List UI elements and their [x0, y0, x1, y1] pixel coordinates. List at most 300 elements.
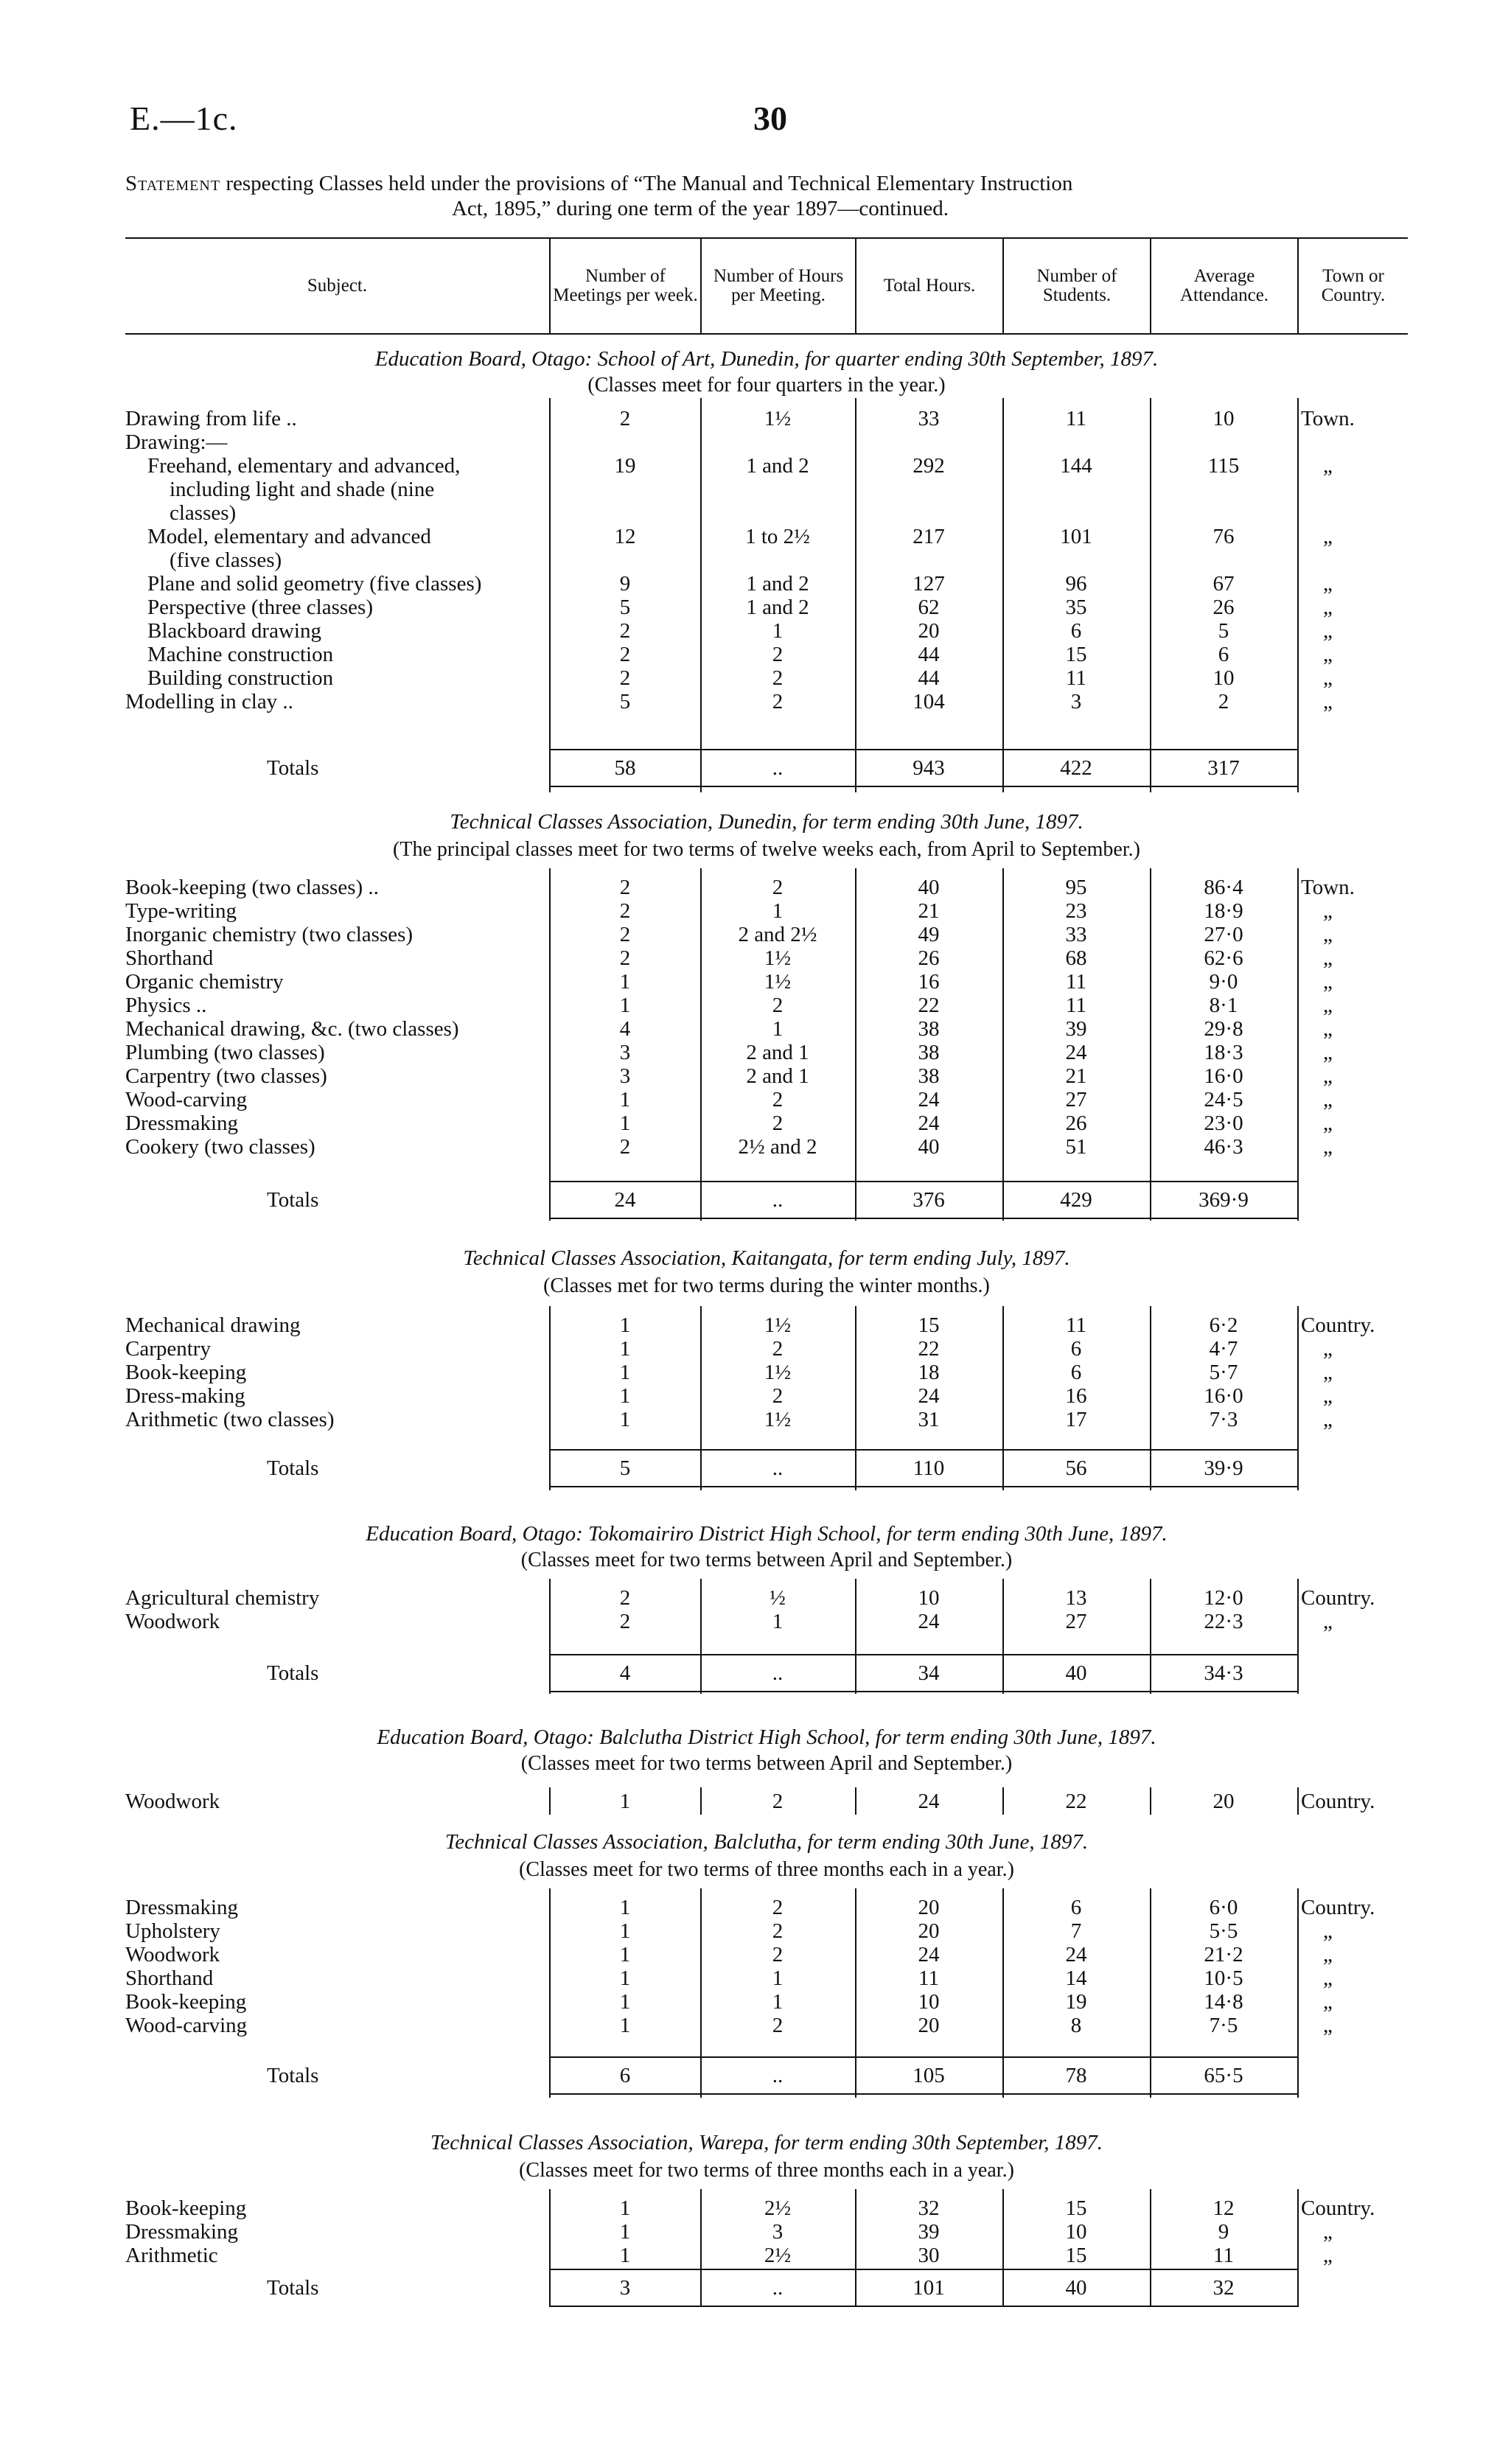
- attendance-cell: 18·3: [1204, 1041, 1243, 1064]
- col-subject: Subject.: [307, 276, 368, 296]
- hours-cell: 1: [772, 899, 784, 923]
- table-row: [0, 643, 1497, 666]
- total-hours-cell: 62: [918, 596, 940, 619]
- attendance-cell: 10: [1212, 666, 1235, 690]
- students-cell: 11: [1066, 994, 1086, 1017]
- attendance-cell: 67: [1212, 572, 1235, 596]
- totals-rule: [549, 1181, 1297, 1182]
- section-title: Education Board, Otago: Tokomairiro District High School, for term ending 30th June, 1897.: [366, 1522, 1168, 1546]
- meetings-cell: 9: [619, 572, 631, 596]
- meetings-cell: 12: [614, 525, 636, 548]
- meetings-cell: 2: [619, 1610, 631, 1633]
- table-row: [0, 1041, 1497, 1064]
- students-cell: 24: [1065, 1041, 1087, 1064]
- attendance-cell: 10: [1212, 407, 1235, 430]
- meetings-cell: 1: [619, 1408, 631, 1431]
- table-row: [0, 501, 1497, 525]
- total-hours-cell: 38: [918, 1017, 940, 1041]
- col-attendance: Average Attendance.: [1179, 266, 1269, 305]
- table-row: [0, 572, 1497, 596]
- title-lead-word: Statement: [125, 172, 221, 195]
- table-row: [0, 1064, 1497, 1088]
- students-cell: 6: [1070, 1896, 1082, 1919]
- meetings-total: 58: [614, 756, 636, 780]
- totals-bottom-rule: [549, 2306, 1297, 2307]
- total-hours-cell: 44: [918, 643, 940, 666]
- totals-bottom-rule: [549, 1486, 1297, 1487]
- total-hours-cell: 26: [918, 946, 940, 970]
- subject-cell: including light and shade (nine: [170, 478, 435, 501]
- attendance-cell: 115: [1207, 454, 1240, 478]
- table-row: [0, 994, 1497, 1017]
- students-cell: 11: [1066, 666, 1086, 690]
- attendance-cell: 86·4: [1204, 876, 1243, 899]
- table-row: [0, 899, 1497, 923]
- section-title: Technical Classes Association, Dunedin, for term ending 30th June, 1897.: [450, 810, 1084, 834]
- students-cell: 96: [1065, 572, 1087, 596]
- subject-cell: Wood-carving: [125, 1088, 248, 1111]
- totals-bottom-rule: [549, 1218, 1297, 1219]
- hours-cell: 2: [772, 1384, 784, 1408]
- subject-cell: Dressmaking: [125, 2220, 239, 2244]
- table-row: [0, 548, 1497, 572]
- students-cell: 6: [1070, 1337, 1082, 1361]
- students-cell: 17: [1065, 1408, 1087, 1431]
- subject-cell: Mechanical drawing: [125, 1313, 301, 1337]
- totals-label: Totals: [267, 1456, 319, 1480]
- section-title: Technical Classes Association, Balclutha, for term ending 30th June, 1897.: [444, 1830, 1089, 1854]
- students-total: 422: [1060, 756, 1092, 780]
- subject-cell: Woodwork: [125, 1790, 220, 1813]
- table-row: [0, 2196, 1497, 2220]
- total-hours-total: 105: [912, 2064, 945, 2087]
- meetings-cell: 1: [619, 1943, 631, 1966]
- table-row: [0, 525, 1497, 548]
- attendance-total: 65·5: [1204, 2064, 1243, 2087]
- table-row: [0, 1943, 1497, 1966]
- attendance-cell: 18·9: [1204, 899, 1243, 923]
- meetings-cell: 1: [619, 1313, 631, 1337]
- table-row: [0, 454, 1497, 478]
- hours-cell: ½: [770, 1586, 786, 1610]
- students-cell: 7: [1070, 1919, 1082, 1943]
- attendance-cell: 20: [1212, 1790, 1235, 1813]
- town-country-cell: „: [1323, 643, 1333, 666]
- page-reference: E.—1c.: [130, 100, 238, 137]
- total-hours-cell: 24: [918, 1943, 940, 1966]
- subject-cell: Shorthand: [125, 946, 214, 970]
- totals-label: Totals: [267, 2276, 319, 2300]
- total-hours-cell: 292: [912, 454, 945, 478]
- town-country-cell: „: [1323, 1064, 1333, 1088]
- attendance-cell: 46·3: [1204, 1135, 1243, 1159]
- meetings-cell: 1: [619, 1966, 631, 1990]
- subject-cell: Drawing from life ..: [125, 407, 297, 430]
- table-row: [0, 1135, 1497, 1159]
- section-title: Technical Classes Association, Warepa, for term ending 30th September, 1897.: [430, 2131, 1103, 2154]
- town-country-cell: „: [1323, 1919, 1333, 1943]
- meetings-cell: 2: [619, 1586, 631, 1610]
- attendance-cell: 6·2: [1209, 1313, 1238, 1337]
- town-country-cell: „: [1323, 1966, 1333, 1990]
- town-country-cell: „: [1323, 525, 1333, 548]
- town-country-cell: „: [1323, 1111, 1333, 1135]
- subject-cell: Type-writing: [125, 899, 237, 923]
- section-subtitle: (The principal classes meet for two terms of twelve weeks each, from April to September.): [393, 838, 1140, 861]
- town-country-cell: „: [1323, 454, 1333, 478]
- total-hours-cell: 22: [918, 994, 940, 1017]
- students-cell: 35: [1065, 596, 1087, 619]
- students-cell: 13: [1065, 1586, 1087, 1610]
- students-cell: 39: [1065, 1017, 1087, 1041]
- hours-cell: 1: [772, 619, 784, 643]
- students-cell: 27: [1065, 1610, 1087, 1633]
- table-row: [0, 946, 1497, 970]
- students-cell: 10: [1065, 2220, 1087, 2244]
- table-row: [0, 1337, 1497, 1361]
- total-hours-cell: 104: [912, 690, 945, 713]
- hours-cell: 2½: [764, 2244, 792, 2267]
- attendance-total: 34·3: [1204, 1661, 1243, 1685]
- subject-cell: Organic chemistry: [125, 970, 284, 994]
- hours-cell: 2: [772, 1790, 784, 1813]
- subject-cell: Perspective (three classes): [147, 596, 373, 619]
- table-row: [0, 970, 1497, 994]
- total-hours-cell: 24: [918, 1111, 940, 1135]
- hours-total: ..: [772, 2064, 784, 2087]
- section-title: Education Board, Otago: School of Art, Dunedin, for quarter ending 30th September, 1897.: [374, 347, 1159, 371]
- attendance-cell: 22·3: [1204, 1610, 1243, 1633]
- hours-cell: 2: [772, 1896, 784, 1919]
- totals-rule: [549, 1449, 1297, 1451]
- table-row: [0, 1610, 1497, 1633]
- meetings-cell: 1: [619, 1111, 631, 1135]
- meetings-cell: 1: [619, 1896, 631, 1919]
- hours-cell: 2 and 2½: [738, 923, 817, 946]
- totals-label: Totals: [267, 1188, 319, 1212]
- table-row: [0, 1384, 1497, 1408]
- students-total: 56: [1065, 1456, 1087, 1480]
- table-header: [125, 237, 1408, 335]
- meetings-cell: 2: [619, 1135, 631, 1159]
- totals-rule: [549, 2269, 1297, 2270]
- totals-row: [0, 1661, 1497, 1688]
- hours-cell: 3: [772, 2220, 784, 2244]
- section-title: Education Board, Otago: Balclutha District High School, for term ending 30th June, 1897.: [377, 1725, 1156, 1749]
- hours-total: ..: [772, 2276, 784, 2300]
- total-hours-cell: 24: [918, 1088, 940, 1111]
- subject-cell: Arithmetic (two classes): [125, 1408, 335, 1431]
- table-row: [0, 1361, 1497, 1384]
- students-cell: 22: [1065, 1790, 1087, 1813]
- totals-bottom-rule: [549, 786, 1297, 787]
- total-hours-total: 943: [912, 756, 945, 780]
- section-subtitle: (Classes meet for two terms of three months each in a year.): [519, 1858, 1014, 1881]
- town-country-cell: „: [1323, 2220, 1333, 2244]
- subject-cell: Arithmetic: [125, 2244, 218, 2267]
- hours-cell: 1 and 2: [746, 454, 809, 478]
- attendance-cell: 76: [1212, 525, 1235, 548]
- meetings-cell: 2: [619, 899, 631, 923]
- students-cell: 11: [1066, 1313, 1086, 1337]
- subject-cell: Machine construction: [147, 643, 334, 666]
- hours-cell: 2: [772, 994, 784, 1017]
- hours-cell: 2½ and 2: [738, 1135, 817, 1159]
- hours-total: ..: [772, 1661, 784, 1685]
- table-row: [0, 1896, 1497, 1919]
- section-subtitle: (Classes met for two terms during the winter months.): [543, 1274, 990, 1297]
- total-hours-cell: 127: [912, 572, 945, 596]
- total-hours-total: 34: [918, 1661, 940, 1685]
- meetings-cell: 2: [619, 643, 631, 666]
- students-cell: 144: [1060, 454, 1092, 478]
- town-country-cell: „: [1323, 1408, 1333, 1431]
- subject-cell: Wood-carving: [125, 2014, 248, 2037]
- totals-label: Totals: [267, 1661, 319, 1685]
- total-hours-cell: 38: [918, 1064, 940, 1088]
- col-total-hours: Total Hours.: [883, 276, 976, 296]
- hours-cell: 1 to 2½: [745, 525, 810, 548]
- attendance-cell: 9·0: [1209, 970, 1238, 994]
- total-hours-cell: 11: [918, 1966, 939, 1990]
- hours-cell: 2: [772, 876, 784, 899]
- town-country-cell: „: [1323, 690, 1333, 713]
- table-row: [0, 2014, 1497, 2037]
- hours-cell: 1½: [764, 407, 792, 430]
- town-country-cell: Town.: [1301, 876, 1355, 899]
- attendance-cell: 5·5: [1209, 1919, 1238, 1943]
- students-cell: 11: [1066, 970, 1086, 994]
- hours-cell: 2: [772, 690, 784, 713]
- table-row: [0, 1408, 1497, 1431]
- town-country-cell: „: [1323, 1041, 1333, 1064]
- totals-row: [0, 1188, 1497, 1215]
- total-hours-cell: 16: [918, 970, 940, 994]
- subject-cell: Plumbing (two classes): [125, 1041, 325, 1064]
- total-hours-cell: 217: [912, 525, 945, 548]
- total-hours-cell: 20: [918, 1919, 940, 1943]
- students-total: 429: [1060, 1188, 1092, 1212]
- table-row: [0, 619, 1497, 643]
- hours-cell: 1½: [764, 1313, 792, 1337]
- subject-cell: classes): [170, 501, 237, 525]
- students-cell: 14: [1065, 1966, 1087, 1990]
- hours-cell: 2: [772, 643, 784, 666]
- subject-cell: Dressmaking: [125, 1896, 239, 1919]
- meetings-cell: 1: [619, 2014, 631, 2037]
- table-row: [0, 1586, 1497, 1610]
- meetings-cell: 2: [619, 946, 631, 970]
- attendance-cell: 16·0: [1204, 1384, 1243, 1408]
- students-cell: 6: [1070, 619, 1082, 643]
- town-country-cell: „: [1323, 1943, 1333, 1966]
- attendance-cell: 10·5: [1204, 1966, 1243, 1990]
- hours-cell: 1 and 2: [746, 596, 809, 619]
- students-cell: 19: [1065, 1990, 1087, 2014]
- hours-cell: 1½: [764, 1408, 792, 1431]
- totals-row: [0, 2276, 1497, 2303]
- meetings-total: 3: [619, 2276, 631, 2300]
- subject-cell: Woodwork: [125, 1610, 220, 1633]
- town-country-cell: „: [1323, 923, 1333, 946]
- attendance-cell: 11: [1213, 2244, 1234, 2267]
- attendance-cell: 24·5: [1204, 1088, 1243, 1111]
- table-row: [0, 1111, 1497, 1135]
- town-country-cell: „: [1323, 2244, 1333, 2267]
- total-hours-cell: 10: [918, 1990, 940, 2014]
- meetings-cell: 2: [619, 876, 631, 899]
- section-subtitle: (Classes meet for two terms between April and September.): [520, 1549, 1013, 1571]
- title-line-2: Act, 1895,” during one term of the year 1897—continued.: [451, 197, 949, 220]
- town-country-cell: „: [1323, 1610, 1333, 1633]
- subject-cell: Model, elementary and advanced: [147, 525, 431, 548]
- table-row: [0, 478, 1497, 501]
- town-country-cell: „: [1323, 946, 1333, 970]
- table-row: [0, 1966, 1497, 1990]
- attendance-cell: 6·0: [1209, 1896, 1238, 1919]
- attendance-cell: 12: [1212, 2196, 1235, 2220]
- students-cell: 68: [1065, 946, 1087, 970]
- meetings-cell: 1: [619, 1790, 631, 1813]
- town-country-cell: „: [1323, 1990, 1333, 2014]
- meetings-cell: 1: [619, 1361, 631, 1384]
- totals-row: [0, 756, 1497, 783]
- attendance-cell: 27·0: [1204, 923, 1243, 946]
- subject-cell: Book-keeping: [125, 2196, 247, 2220]
- subject-cell: Book-keeping (two classes) ..: [125, 876, 379, 899]
- table-row: [0, 430, 1497, 454]
- meetings-cell: 1: [619, 1384, 631, 1408]
- totals-row: [0, 2064, 1497, 2090]
- total-hours-cell: 20: [918, 2014, 940, 2037]
- town-country-cell: „: [1323, 666, 1333, 690]
- subject-cell: Building construction: [147, 666, 334, 690]
- meetings-cell: 1: [619, 994, 631, 1017]
- attendance-total: 369·9: [1198, 1188, 1249, 1212]
- students-cell: 3: [1070, 690, 1082, 713]
- town-country-cell: „: [1323, 994, 1333, 1017]
- hours-cell: 1½: [764, 1361, 792, 1384]
- table-row: [0, 666, 1497, 690]
- table-row: [0, 1919, 1497, 1943]
- hours-cell: 2: [772, 1919, 784, 1943]
- meetings-total: 24: [614, 1188, 636, 1212]
- students-cell: 16: [1065, 1384, 1087, 1408]
- subject-cell: Plane and solid geometry (five classes): [147, 572, 482, 596]
- subject-cell: Drawing:—: [125, 430, 228, 454]
- hours-cell: 1½: [764, 970, 792, 994]
- totals-bottom-rule: [549, 2093, 1297, 2095]
- statement-title: [125, 171, 1423, 221]
- subject-cell: Book-keeping: [125, 1990, 247, 2014]
- meetings-cell: 2: [619, 666, 631, 690]
- town-country-cell: Country.: [1301, 1790, 1375, 1813]
- students-cell: 26: [1065, 1111, 1087, 1135]
- section-subtitle: (Classes meet for two terms between April and September.): [520, 1752, 1013, 1775]
- attendance-cell: 12·0: [1204, 1586, 1243, 1610]
- subject-cell: (five classes): [170, 548, 282, 572]
- students-cell: 6: [1070, 1361, 1082, 1384]
- total-hours-cell: 15: [918, 1313, 940, 1337]
- table-row: [0, 1790, 1497, 1813]
- attendance-cell: 5: [1218, 619, 1229, 643]
- students-cell: 33: [1065, 923, 1087, 946]
- totals-row: [0, 1456, 1497, 1483]
- students-cell: 101: [1060, 525, 1092, 548]
- total-hours-cell: 20: [918, 619, 940, 643]
- hours-cell: 2: [772, 1088, 784, 1111]
- col-town-country: Town or Country.: [1321, 266, 1386, 305]
- hours-cell: 2 and 1: [746, 1041, 809, 1064]
- students-cell: 27: [1065, 1088, 1087, 1111]
- hours-cell: 2: [772, 1943, 784, 1966]
- town-country-cell: Country.: [1301, 1586, 1375, 1610]
- table-row: [0, 2220, 1497, 2244]
- hours-cell: 2: [772, 2014, 784, 2037]
- subject-cell: Agricultural chemistry: [125, 1586, 320, 1610]
- meetings-cell: 1: [619, 1990, 631, 2014]
- subject-cell: Physics ..: [125, 994, 207, 1017]
- subject-cell: Mechanical drawing, &c. (two classes): [125, 1017, 459, 1041]
- subject-cell: Upholstery: [125, 1919, 220, 1943]
- attendance-cell: 9: [1218, 2220, 1229, 2244]
- meetings-total: 5: [619, 1456, 631, 1480]
- town-country-cell: „: [1323, 572, 1333, 596]
- section-title: Technical Classes Association, Kaitangata, for term ending July, 1897.: [463, 1246, 1070, 1270]
- total-hours-cell: 33: [918, 407, 940, 430]
- hours-cell: 1: [772, 1966, 784, 1990]
- total-hours-cell: 21: [918, 899, 940, 923]
- attendance-cell: 7·3: [1209, 1408, 1238, 1431]
- table-row: [0, 690, 1497, 713]
- town-country-cell: Town.: [1301, 407, 1355, 430]
- students-total: 40: [1065, 2276, 1087, 2300]
- attendance-total: 317: [1207, 756, 1240, 780]
- total-hours-cell: 22: [918, 1337, 940, 1361]
- subject-cell: Carpentry: [125, 1337, 211, 1361]
- hours-total: ..: [772, 756, 784, 780]
- hours-cell: 1: [772, 1610, 784, 1633]
- students-cell: 8: [1070, 2014, 1082, 2037]
- totals-rule: [549, 1654, 1297, 1655]
- totals-label: Totals: [267, 2064, 319, 2087]
- students-cell: 15: [1065, 2244, 1087, 2267]
- hours-cell: 2½: [764, 2196, 792, 2220]
- col-meetings: Number of Meetings per week.: [553, 266, 698, 305]
- totals-rule: [549, 749, 1297, 750]
- title-line-1: respecting Classes held under the provisions of “The Manual and Technical Elementary Instruction: [226, 172, 1073, 195]
- totals-bottom-rule: [549, 1691, 1297, 1692]
- students-cell: 15: [1065, 2196, 1087, 2220]
- meetings-cell: 2: [619, 407, 631, 430]
- students-cell: 15: [1065, 643, 1087, 666]
- town-country-cell: „: [1323, 1017, 1333, 1041]
- students-total: 78: [1065, 2064, 1087, 2087]
- subject-cell: Cookery (two classes): [125, 1135, 315, 1159]
- table-row: [0, 876, 1497, 899]
- subject-cell: Freehand, elementary and advanced,: [147, 454, 461, 478]
- town-country-cell: „: [1323, 1337, 1333, 1361]
- attendance-cell: 6: [1218, 643, 1229, 666]
- students-cell: 95: [1065, 876, 1087, 899]
- total-hours-cell: 20: [918, 1896, 940, 1919]
- attendance-cell: 5·7: [1209, 1361, 1238, 1384]
- meetings-cell: 2: [619, 619, 631, 643]
- table-row: [0, 1313, 1497, 1337]
- total-hours-cell: 40: [918, 876, 940, 899]
- town-country-cell: „: [1323, 1361, 1333, 1384]
- total-hours-cell: 24: [918, 1610, 940, 1633]
